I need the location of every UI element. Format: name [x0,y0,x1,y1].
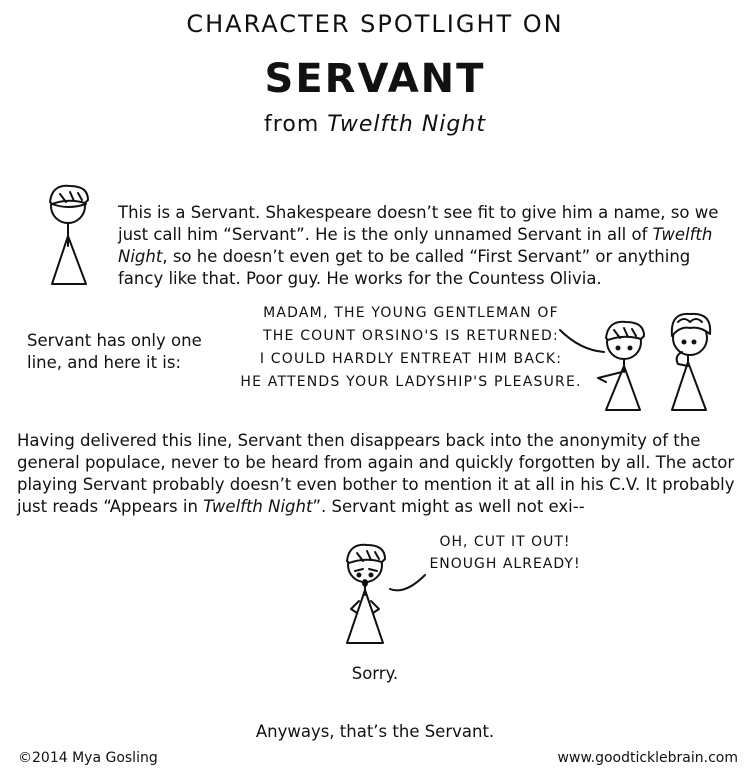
intro-paragraph [118,202,728,290]
aftermath-text-1: Having delivered this line, Servant then disappears back into the anonymity of the general populace, never to be heard from again and quickly forgotten by all. The actor playing Servant probably doesn’t even bother to mention it at all in his C.V. It probably just reads “Appears in [17,431,735,516]
speech-line: THE COUNT ORSINO'S IS RETURNED: [263,328,559,344]
copyright: ©2014 Mya Gosling [18,750,158,766]
speech-line: HE ATTENDS YOUR LADYSHIP'S PLEASURE. [240,374,582,390]
complaint-line: ENOUGH ALREADY! [429,556,581,572]
only-line-caption: Servant has only one line, and here it is: [27,331,202,372]
servant-and-olivia-figure-icon [560,300,740,415]
speech-line: I COULD HARDLY ENTREAT HIM BACK: [259,351,563,367]
play-title: Twelfth Night [327,112,486,137]
complaint-line: OH, CUT IT OUT! [439,534,571,550]
character-name: SERVANT [264,56,486,102]
closing-text: Anyways, that’s the Servant. [255,722,495,741]
play-subtitle [0,112,750,137]
speech-line: MADAM, THE YOUNG GENTLEMAN OF [263,305,559,321]
aftermath-play-title: Twelfth Night [203,497,313,516]
website-link[interactable]: www.goodticklebrain.com [557,750,738,766]
complaint-speech [420,531,590,575]
intro-play-title: Twelfth Night [118,225,713,266]
spotlight-heading: CHARACTER SPOTLIGHT ON [186,10,564,38]
aftermath-text-2: ”. Servant might as well not exi-- [312,497,585,516]
sorry-text: Sorry. [351,664,399,683]
servant-figure-icon [38,180,108,290]
servant-speech [236,302,586,394]
intro-text-2: , so he doesn’t even get to be called “First Servant” or anything fancy like that. Poor guy. He works for the Countess Olivia. [118,247,691,288]
aftermath-paragraph [17,430,742,518]
from-word: from [264,112,320,137]
intro-text-1: This is a Servant. Shakespeare doesn’t see fit to give him a name, so we just call him “Servant”. He is the only unnamed Servant in all of [118,203,719,244]
